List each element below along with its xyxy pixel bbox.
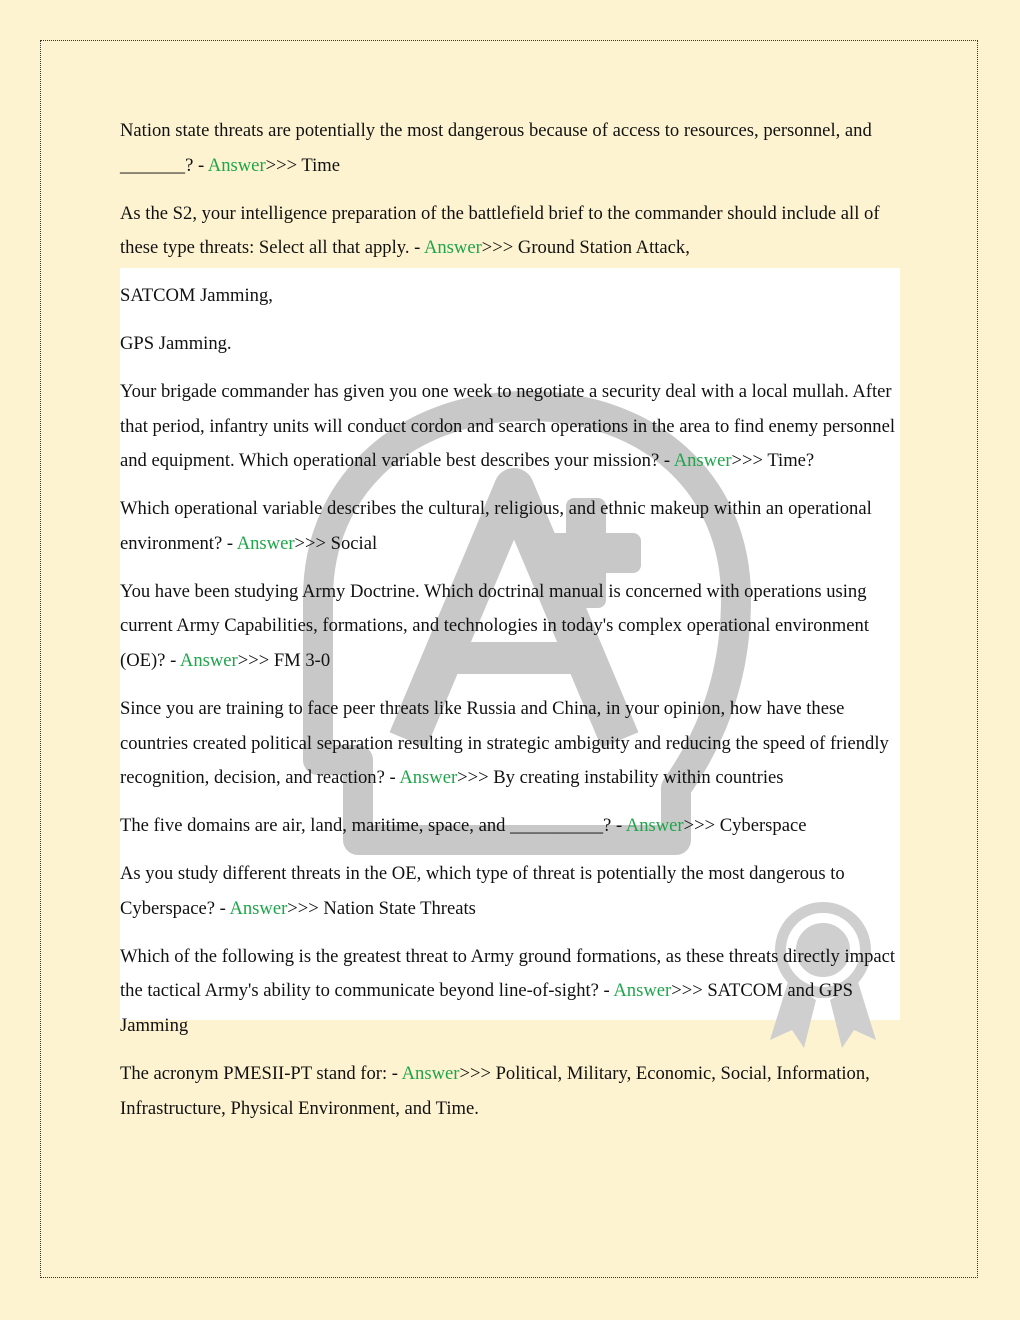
answer-label: Answer bbox=[673, 450, 732, 472]
answer-text: >>> FM 3-0 bbox=[237, 650, 331, 672]
qa-document-body bbox=[120, 114, 902, 1140]
qa-item-2 bbox=[120, 197, 902, 266]
answer-label: Answer bbox=[613, 980, 672, 1002]
answer-label: Answer bbox=[399, 767, 458, 789]
answer-text: >>> Time bbox=[265, 154, 340, 176]
answer-label: Answer bbox=[179, 650, 238, 672]
answer-label: Answer bbox=[236, 532, 295, 554]
question-text: Since you are training to face peer threats like Russia and China, in your opinion, how have these countries created political separation resulting in strategic ambiguity and reducing the speed of friendly recognition, decision, and reaction? - bbox=[120, 698, 889, 789]
answer-text: >>> Time? bbox=[731, 450, 815, 472]
question-text: You have been studying Army Doctrine. Which doctrinal manual is concerned with operations using current Army Capabilities, formations, and technologies in today's complex operational environment (OE)? - bbox=[120, 580, 869, 672]
answer-label: Answer bbox=[401, 1062, 460, 1084]
answer-text: >>> Political, Military, Economic, Social, Information, Infrastructure, Physical Environment, and Time. bbox=[120, 1062, 870, 1119]
answer-text: >>> Ground Station Attack, bbox=[481, 237, 690, 259]
answer-text: >>> SATCOM and GPS Jamming bbox=[120, 980, 854, 1036]
answer-text: >>> Nation State Threats bbox=[287, 897, 476, 919]
qa-item-1 bbox=[120, 114, 902, 183]
answer-label: Answer bbox=[229, 897, 288, 919]
qa-item-10 bbox=[120, 1057, 902, 1126]
answer-label: Answer bbox=[423, 237, 482, 259]
qa-item-8 bbox=[120, 857, 902, 926]
answer-text: >>> By creating instability within countries bbox=[457, 767, 784, 789]
question-text: Your brigade commander has given you one week to negotiate a security deal with a local mullah. After that period, infantry units will conduct cordon and search operations in the area to find enemy personnel and equipment. Which operational variable best describes your mission? - bbox=[120, 381, 896, 472]
question-text: The acronym PMESII-PT stand for: - bbox=[120, 1062, 402, 1084]
answer-text: >>> Cyberspace bbox=[683, 815, 807, 837]
question-text: Nation state threats are potentially the most dangerous because of access to resources, personnel, and _______? - bbox=[120, 120, 872, 176]
answer-continuation: SATCOM Jamming, bbox=[120, 285, 273, 307]
qa-item-4 bbox=[120, 492, 902, 561]
question-text: As you study different threats in the OE, which type of threat is potentially the most dangerous to Cyberspace? - bbox=[120, 863, 845, 919]
qa-item-7 bbox=[120, 809, 902, 844]
answer-text: >>> Social bbox=[294, 532, 378, 554]
question-text: Which of the following is the greatest threat to Army ground formations, as these threats directly impact the tactical Army's ability to communicate beyond line-of-sight? - bbox=[120, 945, 896, 1002]
answer-label: Answer bbox=[207, 154, 266, 176]
question-text: Which operational variable describes the cultural, religious, and ethnic makeup within an operational environment? - bbox=[120, 498, 872, 554]
answer-continuation: GPS Jamming. bbox=[120, 333, 232, 355]
qa-item-9 bbox=[120, 940, 902, 1044]
qa-item-5 bbox=[120, 575, 902, 679]
qa-item-6 bbox=[120, 692, 902, 796]
answer-label: Answer bbox=[625, 815, 684, 837]
question-text: The five domains are air, land, maritime, space, and __________? - bbox=[120, 815, 626, 837]
qa-item-3 bbox=[120, 375, 902, 479]
question-text: As the S2, your intelligence preparation of the battlefield brief to the commander should include all of these type threats: Select all that apply. - bbox=[120, 202, 880, 259]
